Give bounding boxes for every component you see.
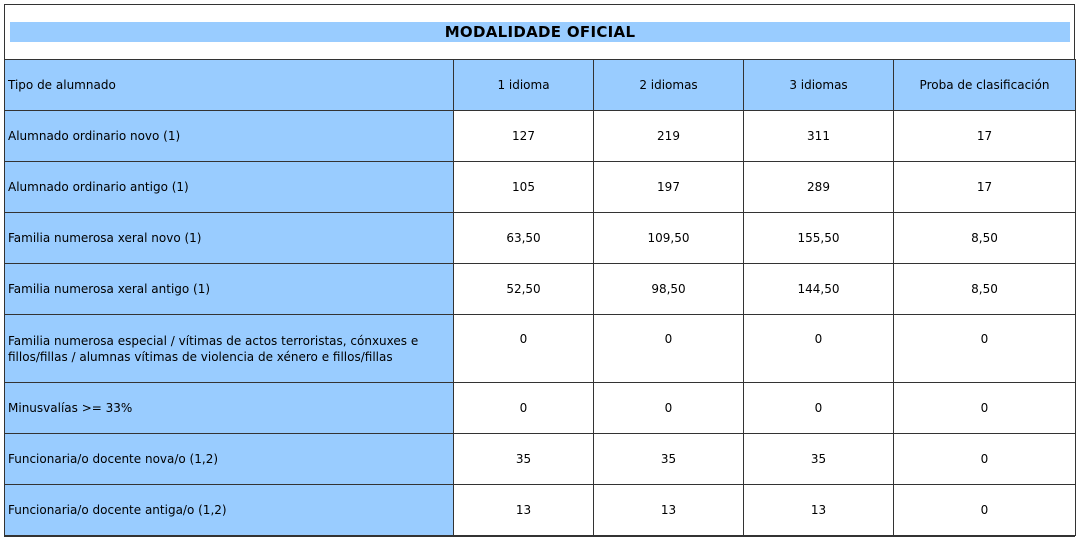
table-cell: 0 bbox=[894, 315, 1076, 383]
table-cell: 52,50 bbox=[454, 264, 594, 315]
table-cell: 197 bbox=[594, 162, 744, 213]
table-cell: 311 bbox=[744, 111, 894, 162]
table-row bbox=[5, 111, 1076, 162]
table-cell: 155,50 bbox=[744, 213, 894, 264]
table-header-row bbox=[5, 60, 1076, 111]
table-cell: 13 bbox=[454, 485, 594, 536]
table-cell: 13 bbox=[594, 485, 744, 536]
table-cell: 0 bbox=[594, 315, 744, 383]
table-cell: 35 bbox=[744, 434, 894, 485]
row-label: Familia numerosa xeral antigo (1) bbox=[5, 264, 454, 315]
table-cell: 35 bbox=[594, 434, 744, 485]
table-cell: 0 bbox=[894, 434, 1076, 485]
row-label: Familia numerosa xeral novo (1) bbox=[5, 213, 454, 264]
table-cell: 0 bbox=[454, 383, 594, 434]
table-cell: 0 bbox=[894, 383, 1076, 434]
row-label: Alumnado ordinario novo (1) bbox=[5, 111, 454, 162]
table-row bbox=[5, 485, 1076, 536]
column-header-student-type: Tipo de alumnado bbox=[5, 60, 454, 111]
table-cell: 289 bbox=[744, 162, 894, 213]
column-header-2-languages: 2 idiomas bbox=[594, 60, 744, 111]
table-cell: 0 bbox=[594, 383, 744, 434]
page-title bbox=[10, 22, 1070, 42]
row-label: Minusvalías >= 33% bbox=[5, 383, 454, 434]
table-cell: 127 bbox=[454, 111, 594, 162]
table-cell: 109,50 bbox=[594, 213, 744, 264]
row-label: Alumnado ordinario antigo (1) bbox=[5, 162, 454, 213]
page-title-text: MODALIDADE OFICIAL bbox=[444, 23, 636, 41]
column-header-1-language: 1 idioma bbox=[454, 60, 594, 111]
table-cell: 0 bbox=[894, 485, 1076, 536]
table-cell: 105 bbox=[454, 162, 594, 213]
table-cell: 17 bbox=[894, 162, 1076, 213]
table-cell: 0 bbox=[744, 315, 894, 383]
fees-table bbox=[4, 59, 1076, 536]
table-row bbox=[5, 162, 1076, 213]
table-row bbox=[5, 213, 1076, 264]
table-cell: 13 bbox=[744, 485, 894, 536]
row-label: Funcionaria/o docente antiga/o (1,2) bbox=[5, 485, 454, 536]
table-row bbox=[5, 434, 1076, 485]
column-header-placement-test: Proba de clasificación bbox=[894, 60, 1076, 111]
table-cell: 0 bbox=[454, 315, 594, 383]
table-cell: 63,50 bbox=[454, 213, 594, 264]
table-cell: 17 bbox=[894, 111, 1076, 162]
table-cell: 219 bbox=[594, 111, 744, 162]
table-row bbox=[5, 264, 1076, 315]
table-row bbox=[5, 383, 1076, 434]
table-cell: 35 bbox=[454, 434, 594, 485]
table-cell: 0 bbox=[744, 383, 894, 434]
table-row bbox=[5, 315, 1076, 383]
table-cell: 8,50 bbox=[894, 213, 1076, 264]
table-cell: 144,50 bbox=[744, 264, 894, 315]
row-label: Familia numerosa especial / vítimas de actos terroristas, cónxuxes e fillos/fillas / alumnas vítimas de violencia de xénero e fillos/fillas bbox=[5, 315, 454, 383]
column-header-3-languages: 3 idiomas bbox=[744, 60, 894, 111]
table-cell: 8,50 bbox=[894, 264, 1076, 315]
table-cell: 98,50 bbox=[594, 264, 744, 315]
row-label: Funcionaria/o docente nova/o (1,2) bbox=[5, 434, 454, 485]
